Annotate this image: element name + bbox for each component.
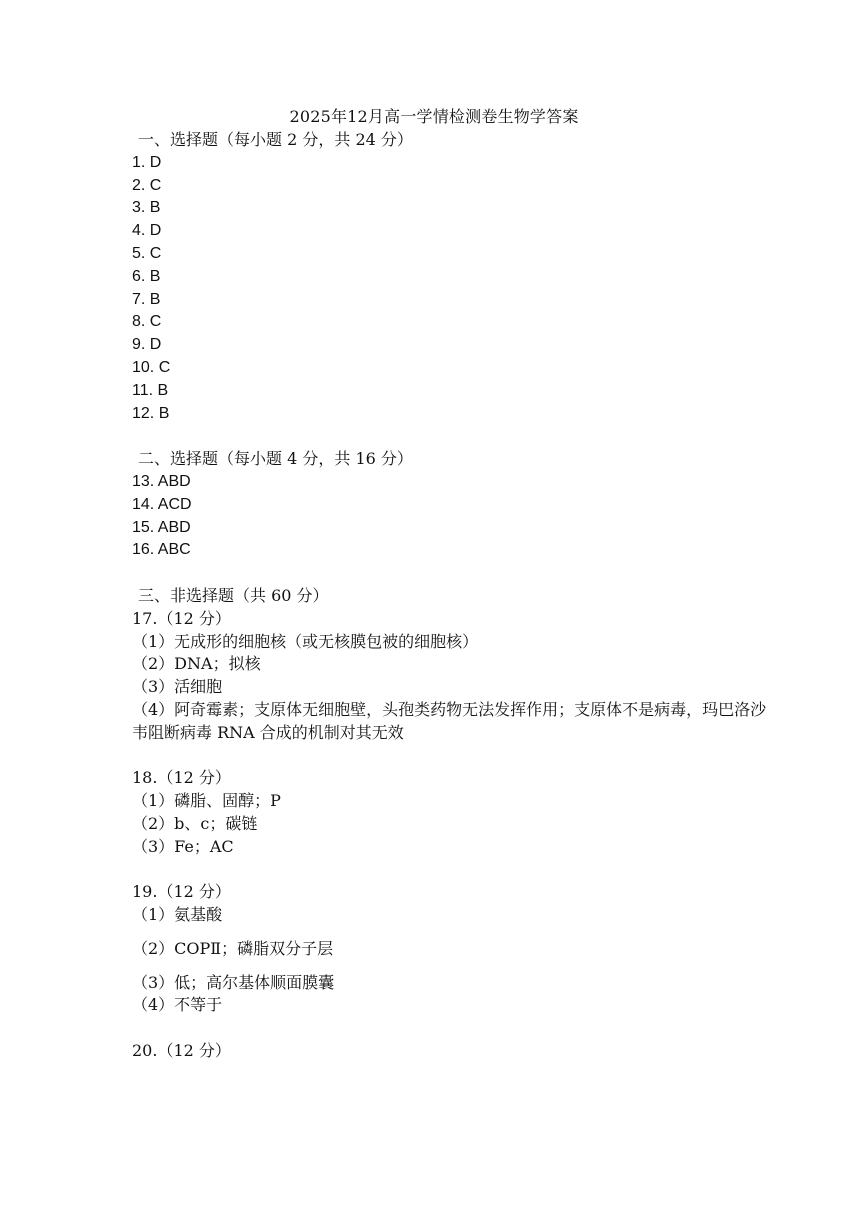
answer-item: 12. B	[132, 404, 170, 422]
answer-item: 10. C	[132, 358, 171, 376]
spacer	[132, 927, 772, 938]
section2-heading: 二、选择题（每小题 4 分，共 16 分）	[138, 449, 413, 469]
spacer	[132, 961, 772, 972]
question-18-part: （2）b、c；碳链	[132, 813, 258, 833]
question-17-part: （1）无成形的细胞核（或无核膜包被的细胞核）	[132, 631, 479, 651]
spacer	[132, 1017, 772, 1040]
spacer	[132, 745, 772, 768]
spacer	[132, 425, 772, 448]
answer-item: 16. ABC	[132, 541, 191, 559]
answer-item: 3. B	[132, 199, 161, 217]
answer-item: 8. C	[132, 313, 162, 331]
question-18-part: （1）磷脂、固醇；P	[132, 791, 281, 811]
question-18-label: 18.（12 分）	[132, 768, 231, 788]
question-19-part: （2）COPⅡ；磷脂双分子层	[132, 938, 334, 958]
answer-item: 1. D	[132, 153, 162, 171]
section3-heading: 三、非选择题（共 60 分）	[138, 585, 329, 605]
answer-item: 13. ABD	[132, 472, 191, 490]
question-19-part: （1）氨基酸	[132, 905, 223, 925]
question-17-label: 17.（12 分）	[132, 608, 231, 628]
question-19-part: （3）低；高尔基体顺面膜囊	[132, 972, 335, 992]
question-20-label: 20.（12 分）	[132, 1041, 231, 1061]
spacer	[132, 562, 772, 585]
question-17-part: （3）活细胞	[132, 677, 223, 697]
answer-item: 6. B	[132, 267, 161, 285]
answer-item: 15. ABD	[132, 518, 191, 536]
question-17-part: （2）DNA；拟核	[132, 654, 261, 674]
answer-item: 5. C	[132, 244, 162, 262]
spacer	[132, 859, 772, 882]
answer-item: 7. B	[132, 290, 161, 308]
answer-content	[132, 129, 772, 1063]
question-18-part: （3）Fe；AC	[132, 836, 234, 856]
answer-item: 4. D	[132, 222, 162, 240]
section1-heading: 一、选择题（每小题 2 分，共 24 分）	[138, 130, 413, 149]
question-19-label: 19.（12 分）	[132, 882, 231, 902]
answer-item: 14. ACD	[132, 495, 192, 513]
question-19-part: （4）不等于	[132, 995, 223, 1015]
answer-item: 9. D	[132, 336, 162, 354]
page-title: 2025年12月高一学情检测卷生物学答案	[289, 107, 579, 126]
answer-item: 11. B	[132, 381, 169, 399]
answer-item: 2. C	[132, 176, 162, 194]
question-17-part: （4）阿奇霉素；支原体无细胞壁，头孢类药物无法发挥作用；支原体不是病毒，玛巴洛沙韦阻断病毒 RNA 合成的机制对其无效	[132, 699, 767, 742]
